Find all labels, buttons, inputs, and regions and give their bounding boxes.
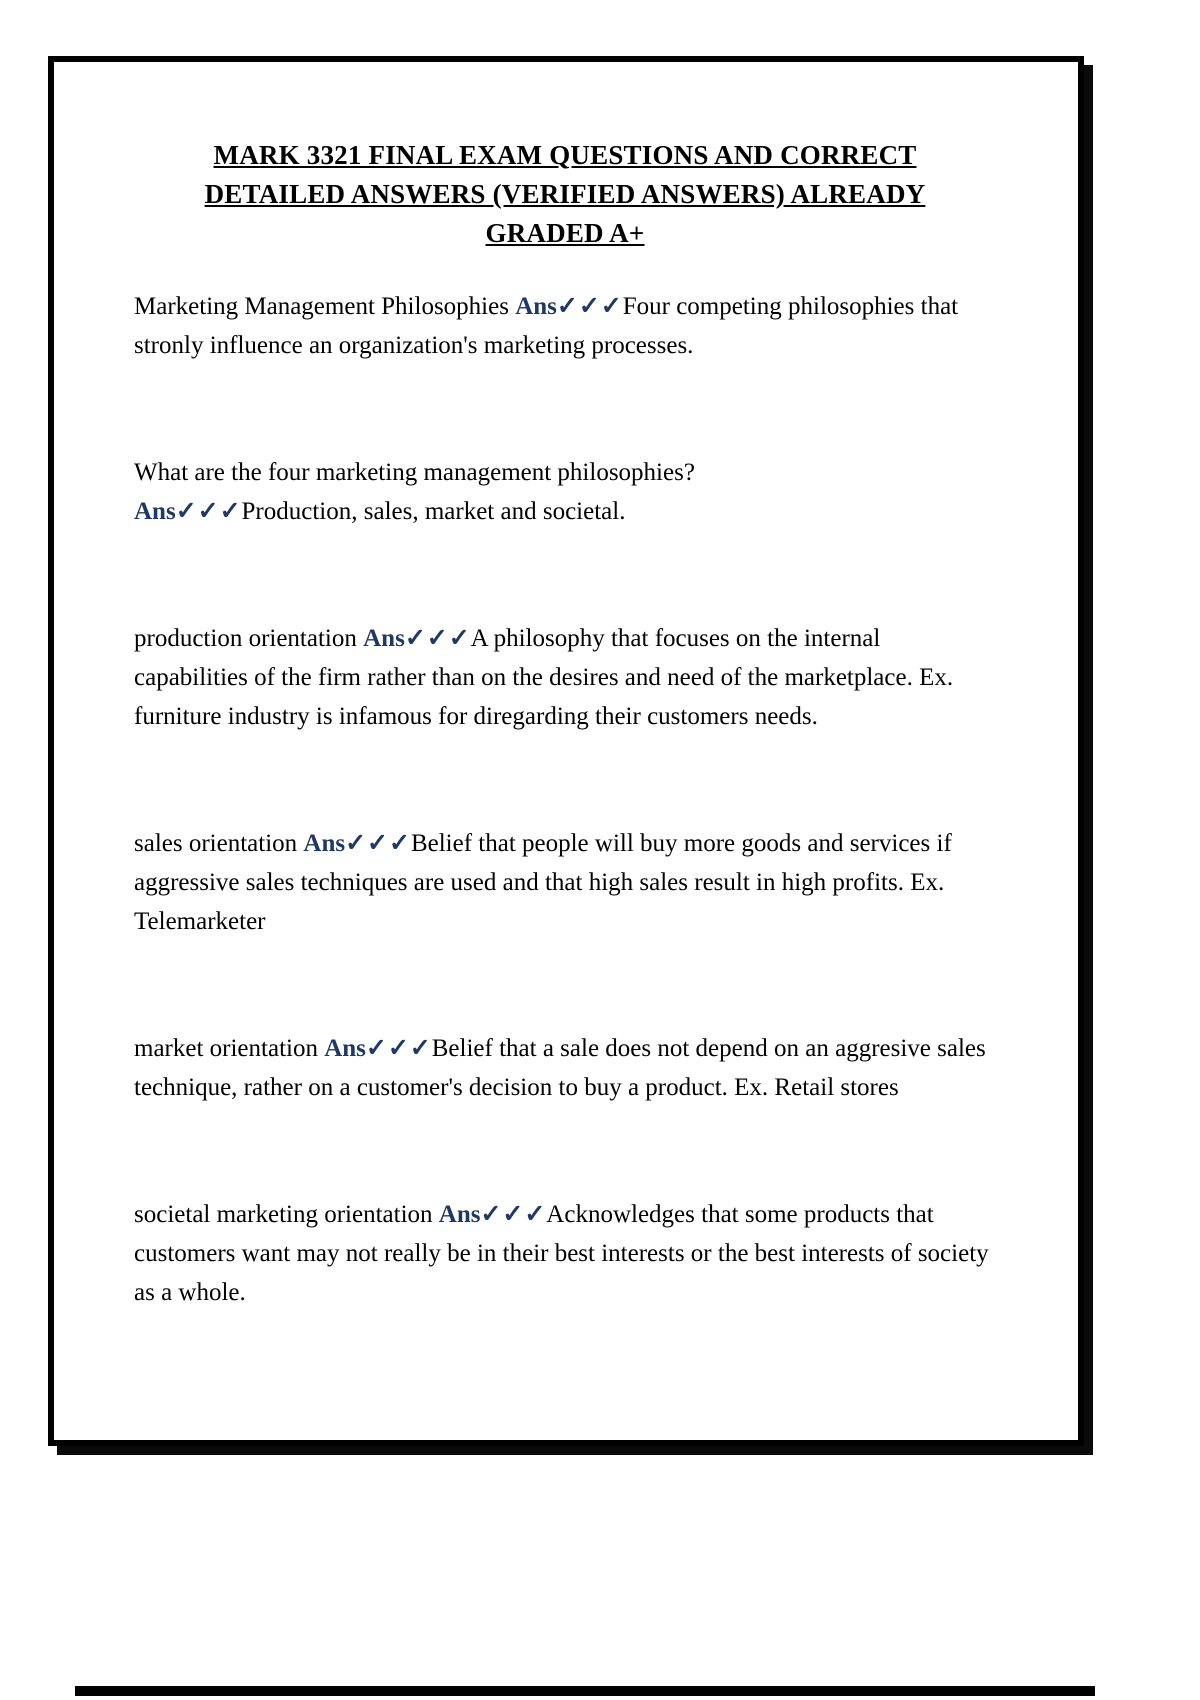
question-text: What are the four marketing management philosophies? <box>134 459 695 486</box>
answer-text: Belief that a sale does not depend on an aggresive sales technique, rather on a customer's decision to buy a product. Ex. Retail stores <box>134 1035 986 1101</box>
checkmark-icons: ✓✓✓ <box>175 498 242 525</box>
answer-text: Belief that people will buy more goods and services if aggressive sales techniques are used and that high sales result in high profits. Ex. Telemarketer <box>134 830 952 935</box>
qa-list <box>134 287 996 1312</box>
answer-text: Acknowledges that some products that customers want may not really be in their best interests or the best interests of society as a whole. <box>134 1201 989 1306</box>
question-text: societal marketing orientation <box>134 1201 439 1228</box>
ans-label: Ans <box>363 625 405 652</box>
question-text: production orientation <box>134 625 364 652</box>
title-line-3: GRADED A+ <box>485 218 645 248</box>
title-line-2: DETAILED ANSWERS (VERIFIED ANSWERS) ALREADY <box>204 179 926 209</box>
qa-item <box>134 619 996 736</box>
ans-label: Ans <box>324 1035 366 1062</box>
page-content <box>54 62 1078 1312</box>
question-text: Marketing Management Philosophies <box>134 293 516 320</box>
question-text: sales orientation <box>134 830 304 857</box>
answer-text: Four competing philosophies that stronly influence an organization's marketing processes. <box>134 293 959 359</box>
ans-label: Ans <box>134 498 176 525</box>
next-page-top-border <box>75 1686 1095 1696</box>
ans-label: Ans <box>515 293 557 320</box>
title-line-1: MARK 3321 FINAL EXAM QUESTIONS AND CORRECT <box>213 140 917 170</box>
qa-item <box>134 453 996 531</box>
qa-item <box>134 1195 996 1312</box>
document-page <box>48 56 1084 1446</box>
qa-item <box>134 824 996 941</box>
checkmark-icons: ✓✓✓ <box>345 830 411 857</box>
checkmark-icons: ✓✓✓ <box>404 625 471 652</box>
answer-line <box>134 492 996 531</box>
checkmark-icons: ✓✓✓ <box>556 293 623 320</box>
ans-label: Ans <box>438 1201 481 1228</box>
answer-text: Production, sales, market and societal. <box>241 498 626 525</box>
answer-text: A philosophy that focuses on the internal capabilities of the firm rather than on the desires and need of the marketplace. Ex. furniture industry is infamous for diregarding their customers needs. <box>134 625 954 730</box>
qa-item <box>134 1029 996 1107</box>
question-text: market orientation <box>134 1035 325 1062</box>
ans-label: Ans <box>303 830 346 857</box>
checkmark-icons: ✓✓✓ <box>480 1201 547 1228</box>
checkmark-icons: ✓✓✓ <box>365 1035 432 1062</box>
qa-item <box>134 287 996 365</box>
page-title <box>134 136 996 253</box>
